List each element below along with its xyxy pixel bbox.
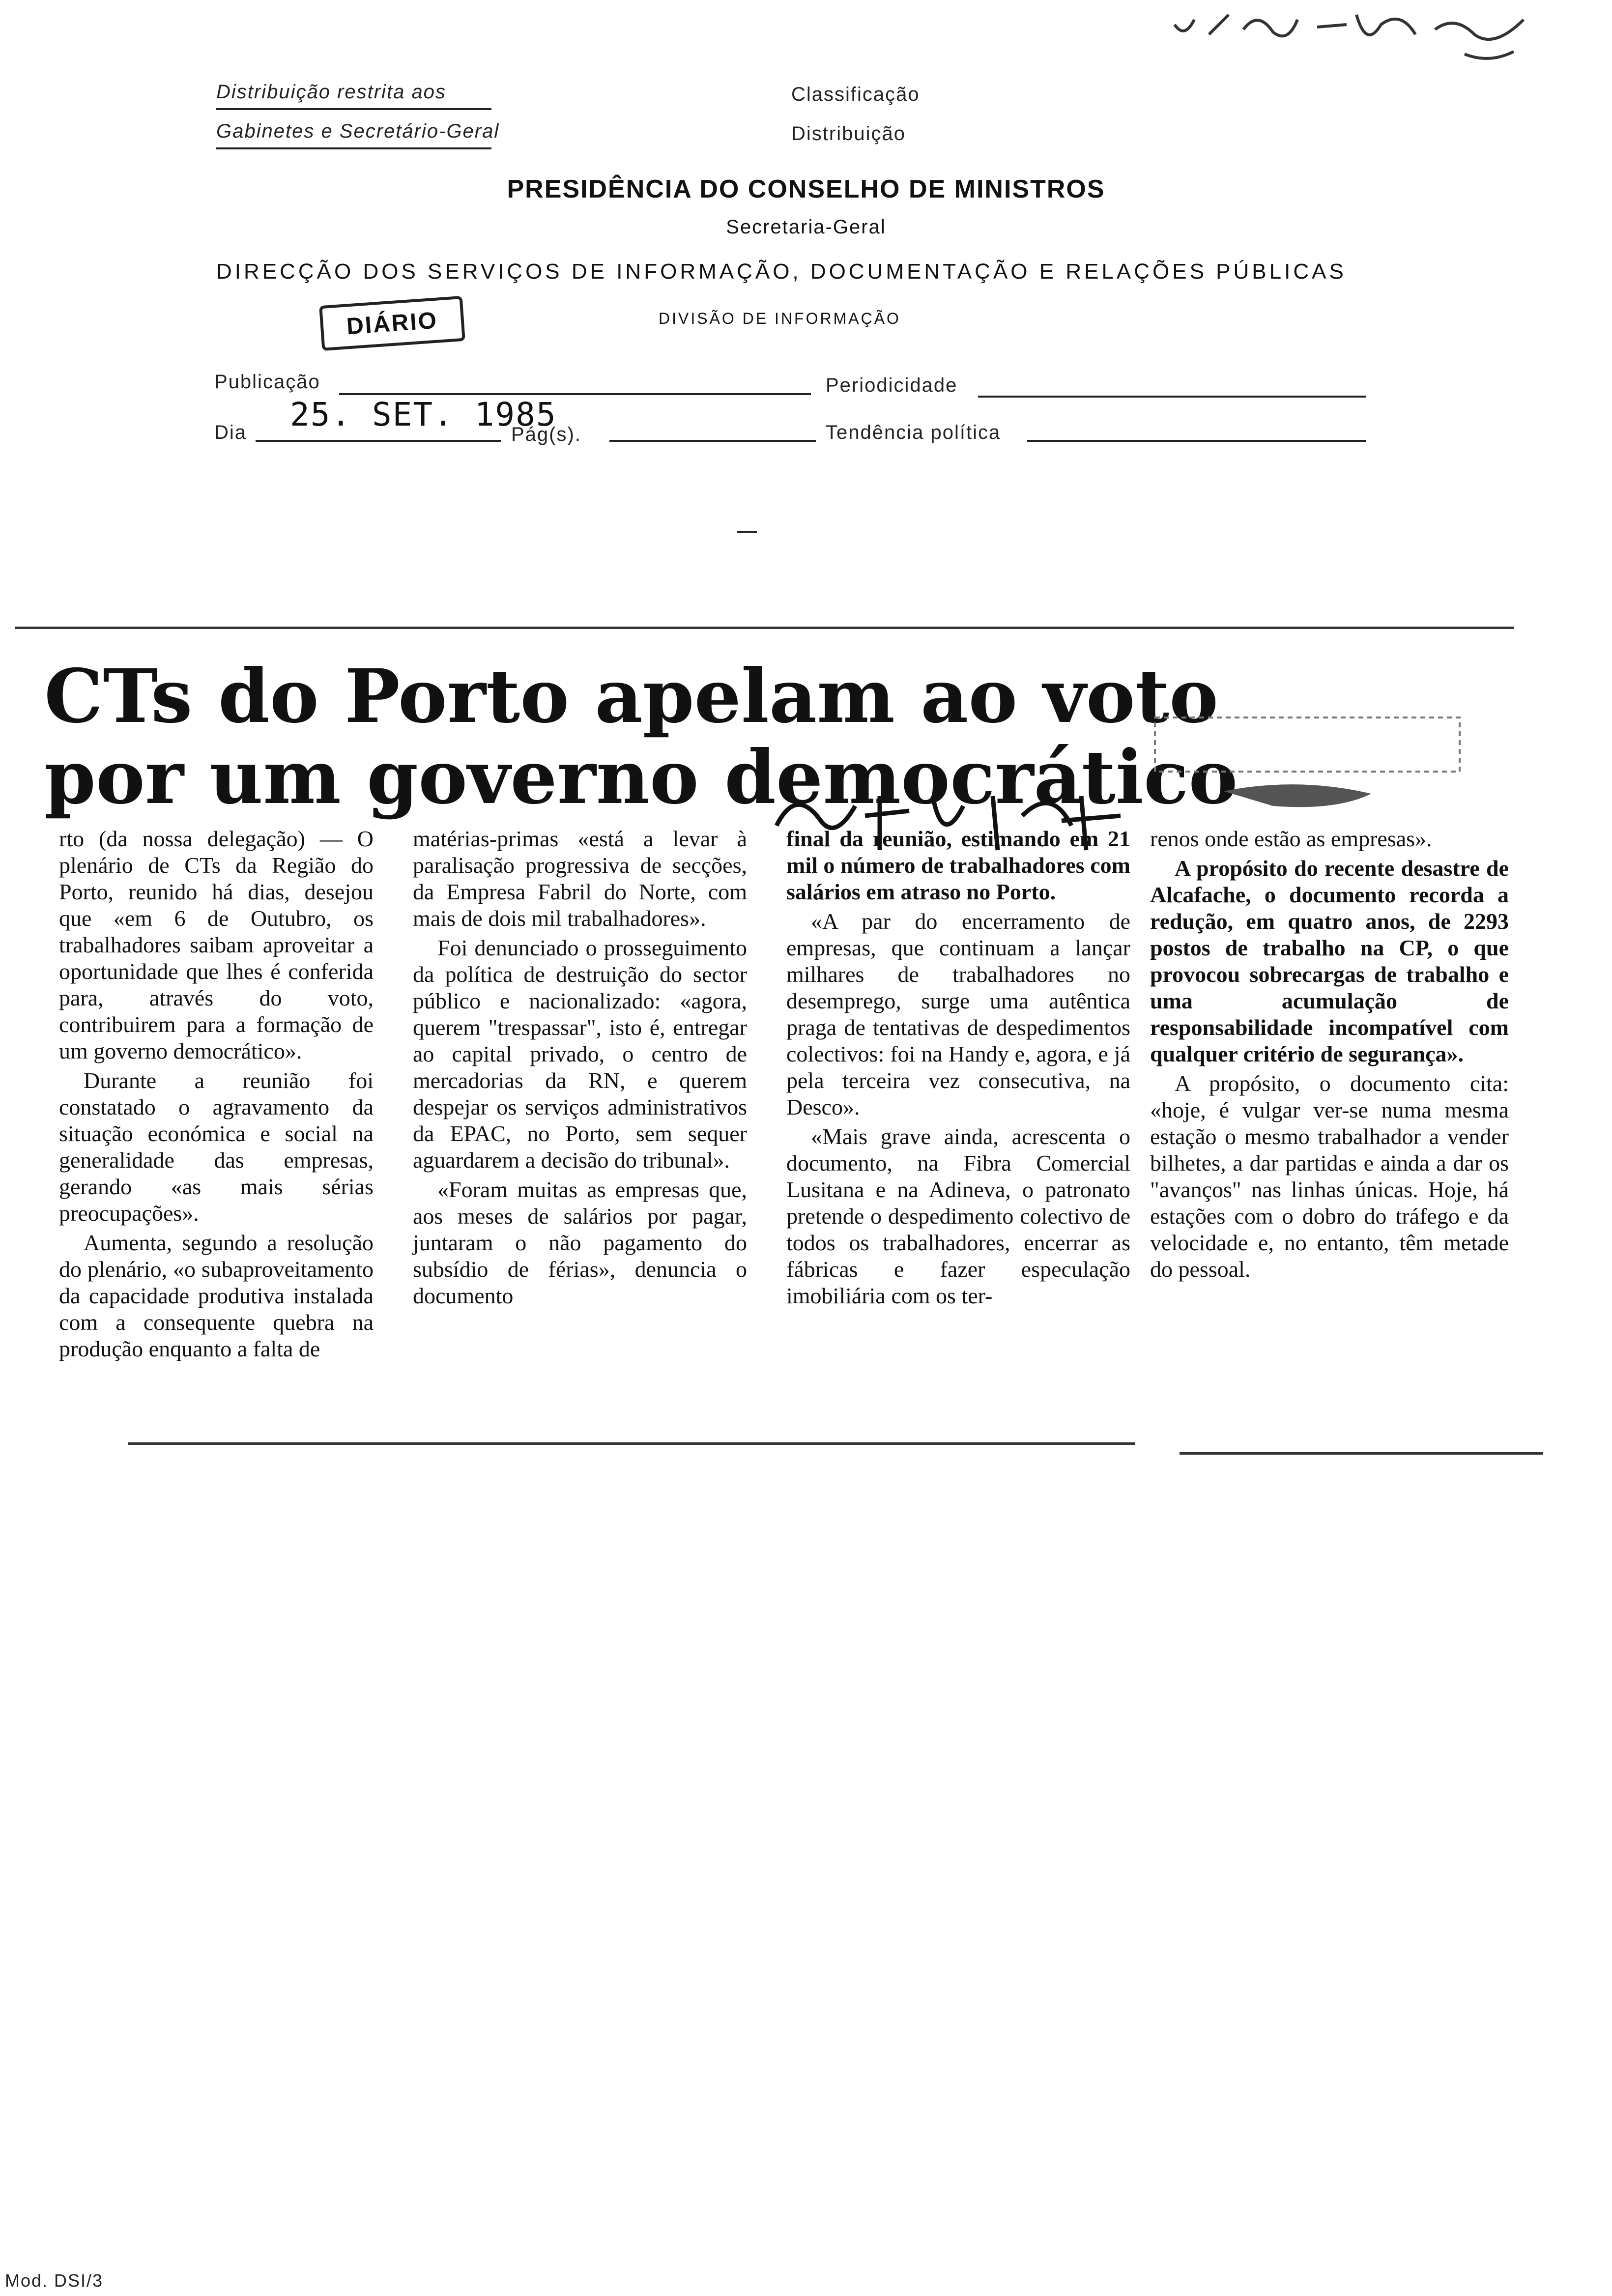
- day-label: Dia: [214, 422, 247, 443]
- clipping-top-border: [15, 627, 1514, 629]
- secretariat-title: Secretaria-Geral: [726, 216, 886, 238]
- publication-label: Publicação: [214, 371, 320, 393]
- periodicity-field-line: [978, 396, 1366, 398]
- distribution-label: Distribuição: [791, 123, 906, 144]
- col2-paragraph-3: «Foram muitas as empresas que, aos meses de salários por pagar, juntaram o não pagamento do subsídio de férias», denuncia o documento: [413, 1177, 747, 1308]
- diario-stamp: DIÁRIO: [319, 296, 465, 351]
- article-column-4: [1150, 826, 1509, 1286]
- col1-paragraph-3: Aumenta, segundo a resolução do plenário, «o subaproveitamento da capacidade produtiva instalada com a consequente quebra na produção enquanto a falta de: [59, 1230, 374, 1361]
- col3-paragraph-1: final da reunião, estimando em 21 mil o número de trabalhadores com salários em atraso no Porto.: [786, 826, 1130, 904]
- presidency-title: PRESIDÊNCIA DO CONSELHO DE MINISTROS: [507, 175, 1105, 203]
- col2-paragraph-2: Foi denunciado o prosseguimento da política de destruição do sector público e nacionalizado: «agora, querem "trespassar", isto é, entregar ao capital privado, o centro de mercadorias da RN, e querem despejar os serviços administrativos da EPAC, no Porto, sem sequer aguardarem a decisão do tribunal».: [413, 935, 747, 1173]
- periodicity-label: Periodicidade: [826, 374, 958, 396]
- col1-paragraph-1: rto (da nossa delegação) — O plenário de CTs da Região do Porto, reunido há dias, desejou que «em 6 de Outubro, os trabalhadores saibam aproveitar a oportunidade que lhes é conferida para, através do voto, contribuirem para a formação de um governo democrático».: [59, 826, 374, 1063]
- classification-label: Classificação: [791, 84, 920, 105]
- political-tendency-field-line: [1027, 440, 1366, 442]
- small-dash-mark: [737, 531, 757, 533]
- col4-paragraph-3: A propósito, o documento cita: «hoje, é vulgar ver-se numa mesma estação o mesmo trabalhador a vender bilhetes, a dar partidas e ainda a dar os "avanços" nas linhas únicas. Hoje, há estações com o dobro do tráfego e da velocidade e, no entanto, têm metade do pessoal.: [1150, 1071, 1509, 1282]
- col2-paragraph-1: matérias-primas «está a levar à paralisação progressiva de secções, da Empresa Fabril do Norte, com mais de dois mil trabalhadores».: [413, 826, 747, 931]
- political-tendency-label: Tendência política: [826, 422, 1001, 443]
- publication-field-line: [339, 393, 811, 395]
- header-underline-1: [216, 108, 491, 110]
- handwritten-scribble: [1170, 5, 1543, 69]
- headline-line1: CTs do Porto apelam ao voto: [44, 653, 1219, 740]
- distribution-restricted-line1: Distribuição restrita aos: [216, 81, 446, 103]
- day-field-line: [256, 440, 501, 442]
- pages-label: Pág(s).: [511, 424, 581, 445]
- smudged-stamp-mark: [1150, 708, 1469, 826]
- col4-paragraph-2: A propósito do recente desastre de Alcafache, o documento recorda a redução, em quatro anos, de 2293 postos de trabalho na CP, o que provocou sobrecargas de trabalho e uma acumulação de responsabilidade incompatível com qualquer critério de segurança».: [1150, 856, 1509, 1066]
- clipping-bottom-rule: [128, 1442, 1135, 1445]
- col3-paragraph-2: «A par do encerramento de empresas, que continuam a lançar milhares de trabalhadores no desemprego, surge uma autêntica praga de tentativas de despedimentos colectivos: foi na Handy e, agora, e já pela terceira vez consecutiva, na Desco».: [786, 909, 1130, 1119]
- article-column-1: [59, 826, 374, 1365]
- division-title: DIVISÃO DE INFORMAÇÃO: [659, 310, 901, 327]
- form-code: Mod. DSI/3: [5, 2270, 104, 2291]
- article-column-3: [786, 826, 1130, 1312]
- header-underline-2: [216, 147, 491, 149]
- col4-paragraph-1: renos onde estão as empresas».: [1150, 826, 1432, 851]
- col1-paragraph-2: Durante a reunião foi constatado o agravamento da situação económica e social na generalidade das empresas, gerando «as mais sérias preocupações».: [59, 1068, 374, 1226]
- article-column-2: [413, 826, 747, 1312]
- pages-field-line: [609, 440, 816, 442]
- clipping-bottom-rule-right: [1180, 1452, 1543, 1455]
- headline-line2: por um governo democrático: [44, 734, 1238, 821]
- distribution-restricted-line2: Gabinetes e Secretário-Geral: [216, 120, 500, 142]
- directorate-title: DIRECÇÃO DOS SERVIÇOS DE INFORMAÇÃO, DOCUMENTAÇÃO E RELAÇÕES PÚBLICAS: [216, 259, 1347, 284]
- day-value: 25. SET. 1985: [290, 396, 557, 433]
- col3-paragraph-3: «Mais grave ainda, acrescenta o documento, na Fibra Comercial Lusitana e na Adineva, o patronato pretende o despedimento colectivo de todos os trabalhadores, encerrar as fábricas e fazer especulação imobiliária com os ter-: [786, 1124, 1130, 1308]
